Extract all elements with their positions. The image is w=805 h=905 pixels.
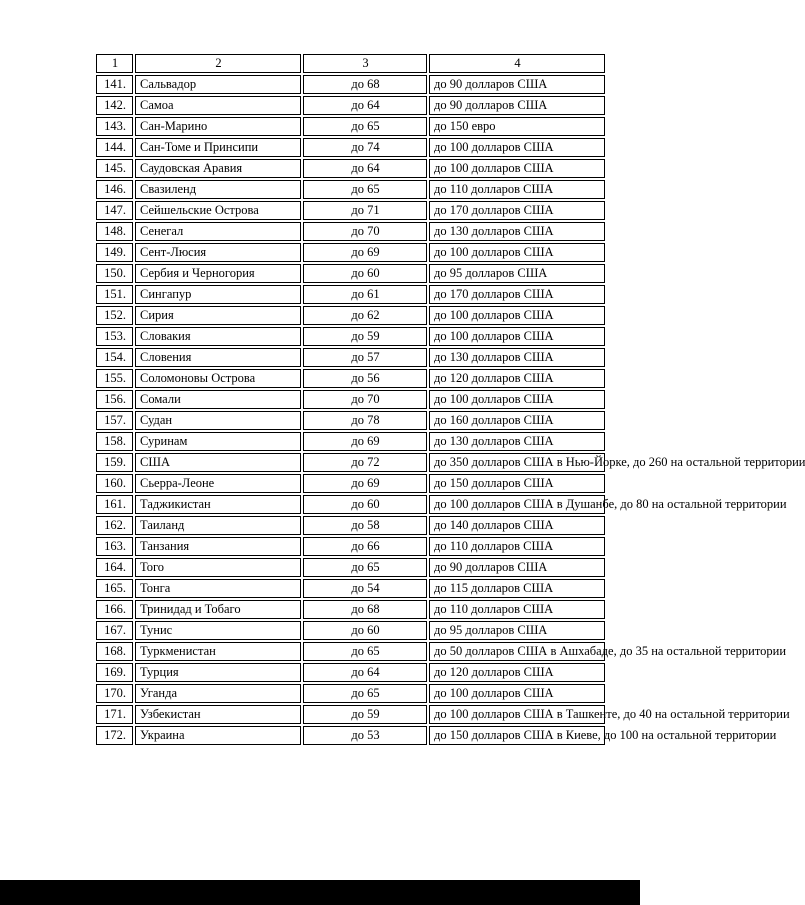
- row-number: 154.: [96, 348, 133, 367]
- row-number: 158.: [96, 432, 133, 451]
- limit-value: до 90 долларов США: [429, 96, 605, 115]
- category-value: до 60: [303, 621, 427, 640]
- limit-value: до 100 долларов США: [429, 306, 605, 325]
- row-number: 142.: [96, 96, 133, 115]
- country-name: Сомали: [135, 390, 301, 409]
- table-row: [96, 642, 605, 661]
- category-value: до 53: [303, 726, 427, 745]
- category-value: до 69: [303, 432, 427, 451]
- country-name: Танзания: [135, 537, 301, 556]
- category-value: до 74: [303, 138, 427, 157]
- limit-value: до 160 долларов США: [429, 411, 605, 430]
- rates-table: [94, 52, 805, 747]
- country-name: Словакия: [135, 327, 301, 346]
- category-value: до 66: [303, 537, 427, 556]
- country-name: Того: [135, 558, 301, 577]
- row-number: 162.: [96, 516, 133, 535]
- category-value: до 68: [303, 75, 427, 94]
- header-col-4: 4: [429, 54, 605, 73]
- row-number: 161.: [96, 495, 133, 514]
- category-value: до 64: [303, 159, 427, 178]
- category-value: до 78: [303, 411, 427, 430]
- limit-value: до 110 долларов США: [429, 600, 605, 619]
- country-name: Сальвадор: [135, 75, 301, 94]
- country-name: Сан-Марино: [135, 117, 301, 136]
- category-value: до 64: [303, 663, 427, 682]
- limit-value: до 170 долларов США: [429, 285, 605, 304]
- category-value: до 56: [303, 369, 427, 388]
- limit-value: до 120 долларов США: [429, 369, 605, 388]
- table-row: [96, 705, 605, 724]
- limit-value: до 350 долларов США в Нью-Йорке, до 260 на остальной территории: [429, 453, 605, 472]
- row-number: 148.: [96, 222, 133, 241]
- table-row: [96, 411, 605, 430]
- limit-value: до 100 долларов США: [429, 138, 605, 157]
- row-number: 153.: [96, 327, 133, 346]
- row-number: 168.: [96, 642, 133, 661]
- country-name: Узбекистан: [135, 705, 301, 724]
- category-value: до 65: [303, 642, 427, 661]
- table-header-row: [96, 54, 605, 73]
- category-value: до 58: [303, 516, 427, 535]
- table-row: [96, 75, 605, 94]
- table-row: [96, 348, 605, 367]
- country-name: Сейшельские Острова: [135, 201, 301, 220]
- table-row: [96, 537, 605, 556]
- table-row: [96, 579, 605, 598]
- row-number: 157.: [96, 411, 133, 430]
- row-number: 150.: [96, 264, 133, 283]
- table-row: [96, 558, 605, 577]
- limit-value: до 100 долларов США: [429, 390, 605, 409]
- row-number: 145.: [96, 159, 133, 178]
- table-row: [96, 306, 605, 325]
- table-row: [96, 474, 605, 493]
- country-name: Таджикистан: [135, 495, 301, 514]
- row-number: 165.: [96, 579, 133, 598]
- header-col-1: 1: [96, 54, 133, 73]
- row-number: 159.: [96, 453, 133, 472]
- limit-value: до 100 долларов США: [429, 159, 605, 178]
- table-row: [96, 222, 605, 241]
- limit-value: до 130 долларов США: [429, 348, 605, 367]
- category-value: до 60: [303, 264, 427, 283]
- country-name: Свазиленд: [135, 180, 301, 199]
- table-row: [96, 264, 605, 283]
- country-name: Таиланд: [135, 516, 301, 535]
- row-number: 143.: [96, 117, 133, 136]
- country-name: Самоа: [135, 96, 301, 115]
- limit-value: до 120 долларов США: [429, 663, 605, 682]
- limit-value: до 115 долларов США: [429, 579, 605, 598]
- row-number: 160.: [96, 474, 133, 493]
- row-number: 149.: [96, 243, 133, 262]
- category-value: до 61: [303, 285, 427, 304]
- limit-value: до 110 долларов США: [429, 537, 605, 556]
- category-value: до 68: [303, 600, 427, 619]
- limit-value: до 100 долларов США в Душанбе, до 80 на остальной территории: [429, 495, 605, 514]
- table-row: [96, 327, 605, 346]
- limit-value: до 150 евро: [429, 117, 605, 136]
- category-value: до 65: [303, 684, 427, 703]
- bottom-black-band: [0, 880, 640, 905]
- limit-value: до 50 долларов США в Ашхабаде, до 35 на остальной территории: [429, 642, 605, 661]
- limit-value: до 130 долларов США: [429, 432, 605, 451]
- table-row: [96, 201, 605, 220]
- row-number: 156.: [96, 390, 133, 409]
- country-name: Сингапур: [135, 285, 301, 304]
- country-name: Уганда: [135, 684, 301, 703]
- row-number: 151.: [96, 285, 133, 304]
- limit-value: до 170 долларов США: [429, 201, 605, 220]
- country-name: Судан: [135, 411, 301, 430]
- row-number: 169.: [96, 663, 133, 682]
- table-body: [96, 54, 805, 745]
- category-value: до 59: [303, 705, 427, 724]
- table-row: [96, 516, 605, 535]
- country-name: Сент-Люсия: [135, 243, 301, 262]
- category-value: до 69: [303, 474, 427, 493]
- table-row: [96, 285, 605, 304]
- category-value: до 71: [303, 201, 427, 220]
- table-row: [96, 600, 605, 619]
- row-number: 155.: [96, 369, 133, 388]
- category-value: до 64: [303, 96, 427, 115]
- limit-value: до 90 долларов США: [429, 75, 605, 94]
- country-name: Саудовская Аравия: [135, 159, 301, 178]
- country-name: Сан-Томе и Принсипи: [135, 138, 301, 157]
- row-number: 152.: [96, 306, 133, 325]
- category-value: до 62: [303, 306, 427, 325]
- limit-value: до 150 долларов США: [429, 474, 605, 493]
- limit-value: до 95 долларов США: [429, 264, 605, 283]
- table-row: [96, 96, 605, 115]
- country-name: США: [135, 453, 301, 472]
- country-name: Суринам: [135, 432, 301, 451]
- row-number: 167.: [96, 621, 133, 640]
- limit-value: до 100 долларов США: [429, 327, 605, 346]
- limit-value: до 150 долларов США в Киеве, до 100 на остальной территории: [429, 726, 605, 745]
- country-name: Сербия и Черногория: [135, 264, 301, 283]
- country-name: Тринидад и Тобаго: [135, 600, 301, 619]
- category-value: до 70: [303, 390, 427, 409]
- limit-value: до 110 долларов США: [429, 180, 605, 199]
- country-name: Тунис: [135, 621, 301, 640]
- category-value: до 65: [303, 558, 427, 577]
- row-number: 141.: [96, 75, 133, 94]
- country-name: Словения: [135, 348, 301, 367]
- country-name: Соломоновы Острова: [135, 369, 301, 388]
- limit-value: до 90 долларов США: [429, 558, 605, 577]
- header-col-3: 3: [303, 54, 427, 73]
- table-row: [96, 390, 605, 409]
- table-row: [96, 453, 605, 472]
- limit-value: до 140 долларов США: [429, 516, 605, 535]
- category-value: до 54: [303, 579, 427, 598]
- row-number: 172.: [96, 726, 133, 745]
- table-row: [96, 684, 605, 703]
- limit-value: до 95 долларов США: [429, 621, 605, 640]
- row-number: 144.: [96, 138, 133, 157]
- row-number: 166.: [96, 600, 133, 619]
- country-name: Сенегал: [135, 222, 301, 241]
- table-row: [96, 621, 605, 640]
- table-row: [96, 117, 605, 136]
- limit-value: до 100 долларов США: [429, 684, 605, 703]
- table-row: [96, 663, 605, 682]
- category-value: до 57: [303, 348, 427, 367]
- table-row: [96, 243, 605, 262]
- category-value: до 59: [303, 327, 427, 346]
- table-row: [96, 180, 605, 199]
- row-number: 146.: [96, 180, 133, 199]
- limit-value: до 130 долларов США: [429, 222, 605, 241]
- table-row: [96, 159, 605, 178]
- table-row: [96, 495, 605, 514]
- table-row: [96, 369, 605, 388]
- country-name: Турция: [135, 663, 301, 682]
- category-value: до 69: [303, 243, 427, 262]
- category-value: до 60: [303, 495, 427, 514]
- table-row: [96, 726, 605, 745]
- table-row: [96, 138, 605, 157]
- category-value: до 65: [303, 117, 427, 136]
- category-value: до 65: [303, 180, 427, 199]
- category-value: до 72: [303, 453, 427, 472]
- limit-value: до 100 долларов США в Ташкенте, до 40 на остальной территории: [429, 705, 605, 724]
- limit-value: до 100 долларов США: [429, 243, 605, 262]
- header-col-2: 2: [135, 54, 301, 73]
- row-number: 147.: [96, 201, 133, 220]
- row-number: 171.: [96, 705, 133, 724]
- row-number: 164.: [96, 558, 133, 577]
- country-name: Тонга: [135, 579, 301, 598]
- row-number: 163.: [96, 537, 133, 556]
- category-value: до 70: [303, 222, 427, 241]
- country-name: Украина: [135, 726, 301, 745]
- country-name: Сирия: [135, 306, 301, 325]
- row-number: 170.: [96, 684, 133, 703]
- country-name: Сьерра-Леоне: [135, 474, 301, 493]
- table-row: [96, 432, 605, 451]
- country-name: Туркменистан: [135, 642, 301, 661]
